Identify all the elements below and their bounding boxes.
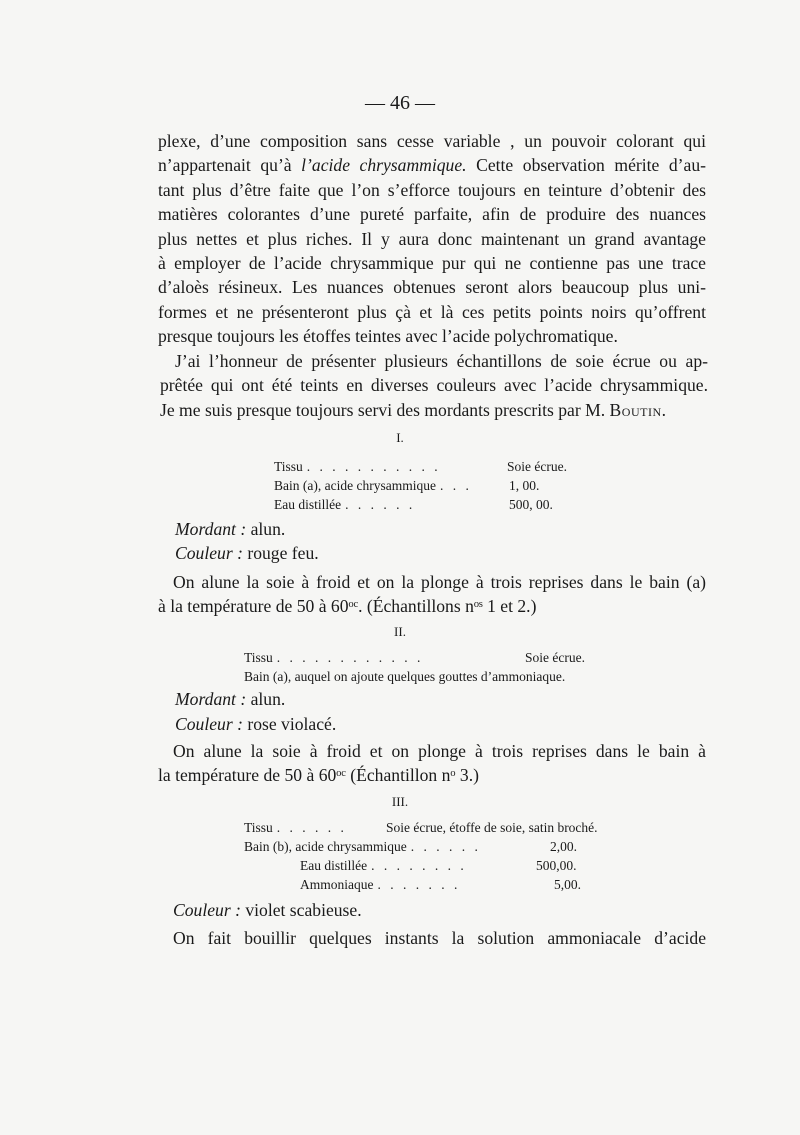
text-line: On alune la soie à froid et on plonge à trois reprises dans le bain à xyxy=(173,741,706,761)
text-line: à employer de l’acide chrysammique pur qui ne contienne pas une trace xyxy=(158,253,706,274)
text-line xyxy=(160,398,708,422)
recipe-2-table xyxy=(244,648,585,686)
recipe-3-couleur: Couleur : violet scabieuse. xyxy=(173,900,362,920)
recipe-2-couleur: Couleur : rose violacé. xyxy=(175,714,337,734)
text-line: On fait bouillir quelques instants la solution ammoniacale d’acide xyxy=(173,928,706,948)
text-line: à la température de 50 à 60ᵒᶜ. (Échantillons nᵒˢ 1 et 2.) xyxy=(158,596,537,617)
text-run: Cette observation mérite d’au- xyxy=(466,155,706,176)
text-line: tant plus d’être faite que l’on s’efforce toujours en teinture d’obtenir des xyxy=(158,179,706,200)
text-line: plexe, d’une composition sans cesse variable , un pouvoir colorant qui xyxy=(158,131,706,151)
recipe-3-heading: III. xyxy=(391,794,409,809)
recipe-row: Eau distillée . . . . . . 500, 00. xyxy=(274,497,553,512)
text-line: J’ai l’honneur de présenter plusieurs échantillons de soie écrue ou ap- xyxy=(175,351,708,371)
paragraph-5 xyxy=(158,926,706,950)
text-run: n’appartenait qu’à xyxy=(158,155,302,176)
paragraph-2 xyxy=(160,349,708,422)
paragraph-3 xyxy=(158,570,706,619)
text-line xyxy=(158,153,706,177)
recipe-1-mordant: Mordant : alun. xyxy=(175,519,286,539)
recipe-row: Bain (a), acide chrysammique . . . 1, 00. xyxy=(274,478,540,493)
recipe-row: Ammoniaque . . . . . . . 5,00. xyxy=(300,877,581,892)
recipe-2-mordant: Mordant : alun. xyxy=(175,689,286,709)
recipe-1-table xyxy=(274,457,567,514)
author-name: Boutin. xyxy=(609,399,667,420)
text-run: Je me suis presque toujours servi des mordants prescrits par M. xyxy=(160,399,610,420)
recipe-1-couleur: Couleur : rouge feu. xyxy=(175,543,319,563)
paragraph-1 xyxy=(158,129,706,349)
text-line: plus nettes et plus riches. Il y aura donc maintenant un grand avantage xyxy=(158,228,706,249)
paragraph-4 xyxy=(158,739,706,788)
page-number: — 46 — xyxy=(365,92,435,114)
recipe-row: Tissu . . . . . . Soie écrue, étoffe de soie, satin broché. xyxy=(244,820,598,835)
italic-term: l’acide chrysammique. xyxy=(301,155,467,176)
recipe-row: Tissu . . . . . . . . . . . Soie écrue. xyxy=(274,459,567,474)
recipe-row: Bain (a), auquel on ajoute quelques gouttes d’ammoniaque. xyxy=(244,669,566,684)
recipe-row: Eau distillée . . . . . . . . 500,00. xyxy=(300,858,577,873)
recipe-row: Tissu . . . . . . . . . . . . Soie écrue. xyxy=(244,650,585,665)
text-line: matières colorantes d’une pureté parfaite, afin de produire des nuances xyxy=(158,204,706,225)
recipe-1-heading: I. xyxy=(396,430,404,445)
text-line: d’aloès résineux. Les nuances obtenues seront alors beaucoup plus uni- xyxy=(158,277,706,298)
text-line: prêtée qui ont été teints en diverses couleurs avec l’acide chrysammique. xyxy=(160,375,708,396)
recipe-row: Bain (b), acide chrysammique . . . . . . 2,00. xyxy=(244,839,577,854)
recipe-2-heading: II. xyxy=(394,624,406,639)
text-line: On alune la soie à froid et on la plonge à trois reprises dans le bain (a) xyxy=(173,572,706,592)
recipe-3-table xyxy=(244,818,598,894)
text-line: la température de 50 à 60ᵒᶜ (Échantillon nᵒ 3.) xyxy=(158,765,479,786)
text-line: formes et ne présenteront plus çà et là ces petits points noirs qu’offrent xyxy=(158,301,706,322)
text-line: presque toujours les étoffes teintes avec l’acide polychromatique. xyxy=(158,326,618,347)
